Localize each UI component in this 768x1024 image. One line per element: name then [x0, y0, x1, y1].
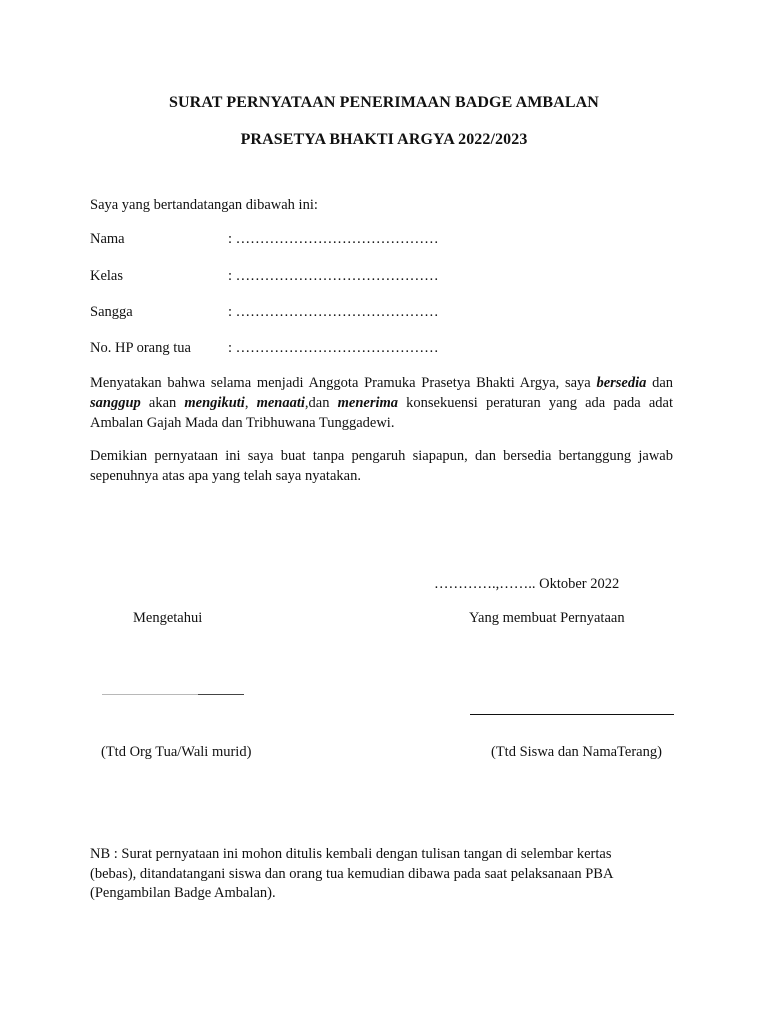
field-row-sangga [90, 304, 690, 324]
declarant-label: Yang membuat Pernyataan [469, 610, 625, 626]
field-row-kelas [90, 268, 690, 288]
statement-paragraph [90, 373, 673, 433]
signature-line-parent-segment [198, 694, 244, 695]
declaration-paragraph: Demikian pernyataan ini saya buat tanpa pengaruh siapapun, dan bersedia bertanggung jawab sepenuhnya atas apa yang telah saya nyatakan. [90, 448, 673, 484]
statement-text: akan [140, 395, 185, 411]
field-value: : …………………………………… [228, 340, 439, 356]
statement-text: , [244, 395, 257, 411]
acknowledged-label: Mengetahui [133, 610, 203, 626]
intro-text: Saya yang bertandatangan dibawah ini: [90, 197, 318, 213]
field-label: Kelas [90, 268, 124, 284]
document-title-line-1: SURAT PERNYATAAN PENERIMAAN BADGE AMBALAN [169, 94, 599, 111]
statement-text: Menyatakan bahwa selama menjadi Anggota Pramuka Prasetya Bhakti Argya, saya [90, 375, 597, 391]
emphasis-sanggup: sanggup [90, 395, 141, 411]
field-label: No. HP orang tua [90, 340, 191, 356]
field-value: : …………………………………… [228, 304, 439, 320]
field-value: : …………………………………… [228, 231, 439, 247]
parent-signature-caption: (Ttd Org Tua/Wali murid) [101, 744, 252, 760]
note-line: NB : Surat pernyataan ini mohon ditulis kembali dengan tulisan tangan di selembar kertas [90, 846, 612, 862]
note-line: (bebas), ditandatangani siswa dan orang tua kemudian dibawa pada saat pelaksanaan PBA [90, 865, 614, 882]
student-signature-caption: (Ttd Siswa dan NamaTerang) [491, 744, 662, 760]
note-line: (Pengambilan Badge Ambalan). [90, 885, 276, 901]
document-title-line-2: PRASETYA BHAKTI ARGYA 2022/2023 [240, 131, 528, 148]
field-value: : …………………………………… [228, 268, 439, 284]
statement-text: dan [646, 375, 674, 391]
emphasis-bersedia: bersedia [596, 375, 647, 391]
signature-line-student [470, 714, 674, 715]
signature-line-parent [102, 694, 198, 695]
field-label: Sangga [90, 304, 133, 320]
date-line: ………….,…….. Oktober 2022 [434, 576, 620, 592]
statement-text: ,dan [304, 395, 338, 411]
field-row-no-hp [90, 340, 690, 360]
field-row-nama [90, 231, 690, 251]
emphasis-menaati: menaati [256, 395, 305, 411]
field-label: Nama [90, 231, 125, 247]
statement-text: konsekuensi peraturan yang ada pada adat Ambalan Gajah Mada dan Tribhuwana Tunggadewi. [90, 395, 674, 431]
emphasis-menerima: menerima [337, 395, 399, 411]
note-block [90, 845, 650, 904]
emphasis-mengikuti: mengikuti [184, 395, 245, 411]
